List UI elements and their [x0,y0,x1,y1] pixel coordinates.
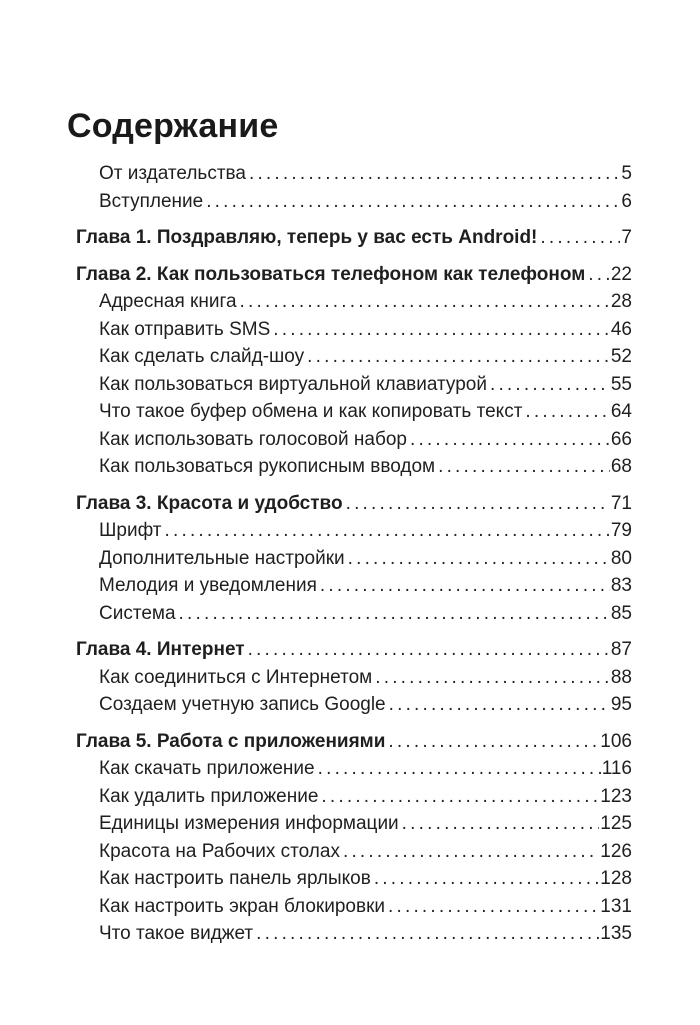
toc-entry-label: Как удалить приложение [99,785,319,807]
leader-dots [410,426,610,454]
toc-entry-page-number: 135 [600,923,632,944]
toc-entry [76,893,632,921]
toc-entry-label: Как сделать слайд-шоу [99,346,305,367]
toc-entry-label: Адресная книга [99,291,237,312]
toc-entry-page-number: 126 [600,840,632,862]
toc-entry-page-number: 131 [600,895,632,917]
leader-dots [588,261,610,289]
toc-entry [76,545,632,573]
leader-dots [343,838,599,866]
toc-entry-label: Как соединиться с Интернетом [99,666,373,688]
toc-entry [76,371,632,399]
leader-dots [388,728,599,756]
toc-entry [76,600,632,628]
toc-entry-page-number: 85 [610,602,632,624]
toc-entry [76,188,632,216]
toc-entry-label: Как настроить экран блокировки [99,895,386,917]
leader-dots [438,453,610,481]
leader-dots [206,188,620,216]
toc-entry-page-number: 87 [610,639,632,660]
leader-dots [389,691,610,719]
toc-entry-label: Как скачать приложение [99,758,315,779]
leader-dots [490,371,610,399]
table-of-contents [76,160,632,948]
toc-entry [76,865,632,893]
toc-entry [76,810,632,838]
toc-entry [76,664,632,692]
leader-dots [375,664,610,692]
leader-dots [248,636,610,664]
toc-entry-page-number: 6 [621,190,632,212]
leader-dots [321,783,599,811]
leader-dots [346,490,610,518]
toc-entry-label: Как отправить SMS [99,318,271,340]
toc-entry-label: Глава 1. Поздравляю, теперь у вас есть Android! [76,227,538,248]
toc-entry [76,838,632,866]
toc-entry-page-number: 22 [610,263,632,285]
toc-entry-page-number: 55 [610,373,632,395]
toc-entry-label: Единицы измерения информации [99,813,399,834]
toc-entry-label: Глава 4. Интернет [76,639,245,660]
toc-section [76,160,632,215]
leader-dots [348,545,610,573]
toc-entry-label: Дополнительные настройки [99,547,345,569]
toc-entry-page-number: 28 [610,291,632,312]
toc-entry-label: Глава 3. Красота и удобство [76,492,343,514]
page-title: Содержание [67,107,279,145]
toc-entry-page-number: 116 [601,758,632,779]
toc-entry-label: Красота на Рабочих столах [99,840,340,862]
leader-dots [318,755,601,783]
toc-entry-label: Вступление [99,190,204,212]
toc-entry-page-number: 128 [600,868,632,889]
toc-entry [76,224,632,252]
toc-entry-page-number: 71 [610,492,632,514]
toc-entry [76,398,632,426]
toc-entry-page-number: 46 [610,318,632,340]
leader-dots [402,810,600,838]
toc-section [76,728,632,948]
toc-entry-label: От издательства [99,163,246,184]
toc-section [76,224,632,252]
leader-dots [525,398,609,426]
toc-section [76,490,632,628]
leader-dots [273,316,610,344]
toc-entry-label: Что такое буфер обмена и как копировать текст [99,401,523,422]
toc-entry [76,316,632,344]
leader-dots [256,920,599,948]
toc-entry [76,728,632,756]
toc-entry-label: Шрифт [99,520,162,541]
toc-entry [76,426,632,454]
toc-entry-page-number: 66 [610,428,632,450]
toc-entry-label: Что такое виджет [99,923,254,944]
leader-dots [307,343,610,371]
leader-dots [388,893,599,921]
toc-entry-page-number: 64 [610,401,632,422]
toc-entry-page-number: 52 [610,346,632,367]
leader-dots [179,600,610,628]
toc-entry [76,920,632,948]
toc-entry-page-number: 123 [600,785,632,807]
toc-entry-page-number: 88 [610,666,632,688]
toc-entry [76,261,632,289]
leader-dots [249,160,620,188]
toc-entry-page-number: 106 [600,730,632,752]
leader-dots [540,224,620,252]
toc-entry [76,453,632,481]
toc-entry [76,490,632,518]
toc-entry-label: Как пользоваться виртуальной клавиатурой [99,373,487,395]
toc-section [76,636,632,719]
toc-entry-page-number: 68 [610,456,632,477]
leader-dots [320,572,610,600]
leader-dots [240,288,610,316]
toc-entry [76,517,632,545]
toc-entry [76,783,632,811]
toc-entry-page-number: 7 [621,227,632,248]
toc-entry [76,572,632,600]
toc-entry-label: Как использовать голосовой набор [99,428,407,450]
toc-entry-label: Как пользоваться рукописным вводом [99,456,436,477]
toc-entry-page-number: 83 [610,575,632,596]
toc-entry-label: Как настроить панель ярлыков [99,868,371,889]
toc-entry [76,636,632,664]
toc-entry-label: Глава 2. Как пользоваться телефоном как телефоном [76,263,586,285]
toc-entry-label: Создаем учетную запись Google [99,694,386,715]
toc-entry-page-number: 125 [600,813,632,834]
toc-entry-page-number: 79 [610,520,632,541]
toc-entry [76,160,632,188]
toc-entry-page-number: 80 [610,547,632,569]
toc-entry-page-number: 95 [610,694,632,715]
toc-entry [76,755,632,783]
toc-entry [76,691,632,719]
toc-entry-label: Глава 5. Работа с приложениями [76,730,386,752]
leader-dots [165,517,610,545]
toc-entry-label: Система [99,602,176,624]
leader-dots [374,865,599,893]
toc-entry [76,343,632,371]
toc-section [76,261,632,481]
toc-entry-page-number: 5 [621,163,632,184]
toc-entry-label: Мелодия и уведомления [99,575,317,596]
toc-entry [76,288,632,316]
